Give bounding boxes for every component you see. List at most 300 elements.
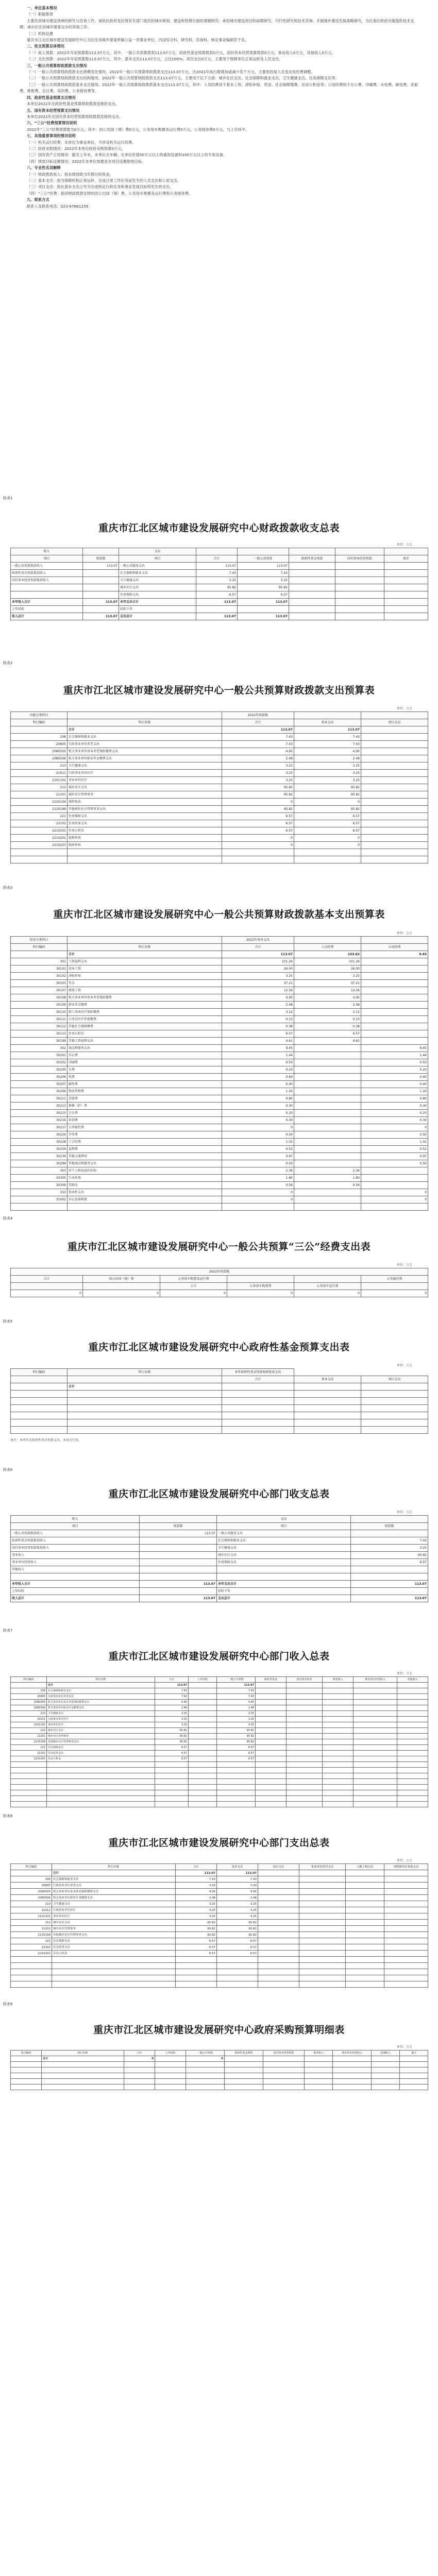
table-cell: 2.48 — [294, 1002, 361, 1009]
table-cell — [361, 1175, 428, 1182]
column-header: 合计 — [176, 1864, 217, 1870]
table-cell: 0 — [361, 1196, 428, 1204]
table-cell: 6.57 — [217, 1751, 256, 1756]
table-cell — [361, 813, 428, 820]
table-cell: 12.56 — [222, 987, 294, 994]
column-header: 其他收入 — [372, 2050, 400, 2056]
table-cell — [353, 1683, 397, 1688]
table-cell — [189, 1802, 217, 1807]
table-cell — [189, 1768, 217, 1773]
table-cell — [353, 1711, 397, 1717]
table-cell: 30199 — [11, 1038, 68, 1045]
table-cell — [189, 1688, 217, 1694]
column-header: 事业单位经营收入 — [333, 2050, 372, 2056]
column-header: 合计 — [155, 1677, 189, 1683]
table-cell — [217, 1790, 256, 1796]
table-cell — [299, 1944, 346, 1951]
table-cell — [155, 2067, 186, 2073]
table-cell: 9.45 — [361, 1045, 428, 1052]
table-row — [11, 1196, 428, 1204]
table-cell — [397, 1722, 428, 1728]
table-cell — [361, 820, 428, 827]
table-cell: 1.20 — [222, 1088, 294, 1095]
table-cell — [384, 599, 428, 606]
table-cell: 6.57 — [155, 1751, 189, 1756]
table-cell: 2120199 — [11, 806, 68, 813]
table-row — [11, 1779, 428, 1785]
table9-label: 附表9 — [3, 2002, 13, 2006]
table-cell — [287, 1779, 323, 1785]
table-cell — [397, 1711, 428, 1717]
table-cell — [11, 1790, 47, 1796]
column-header: 公务用车购置及运行费 — [160, 1276, 227, 1283]
table-cell — [361, 827, 428, 835]
table-cell — [361, 777, 428, 784]
table-cell — [155, 1796, 189, 1802]
table-cell — [11, 2079, 42, 2084]
table-cell — [124, 2084, 155, 2090]
table-cell: 0.40 — [222, 1081, 294, 1088]
paragraph: 本单位2022年无国有资本经营预算财政拨款安排的支出。 — [27, 114, 123, 119]
table-cell — [287, 1700, 323, 1705]
table-cell — [256, 1779, 287, 1785]
table-cell: 2080506 — [11, 1705, 47, 1711]
table-cell: 6.57 — [222, 813, 294, 820]
table-cell — [258, 1981, 299, 1988]
table-cell — [52, 1969, 176, 1975]
table-cell — [305, 2073, 333, 2079]
table-cell — [155, 1768, 189, 1773]
table-cell: 12.56 — [294, 987, 361, 994]
table-cell: 电费 — [68, 1074, 222, 1081]
table-cell — [155, 1802, 189, 1807]
table-cell: 住房公积金 — [47, 1756, 155, 1762]
table-cell — [11, 726, 68, 734]
table-cell: 6.57 — [294, 820, 361, 827]
table-cell — [263, 2062, 305, 2067]
column-header — [140, 1516, 217, 1523]
table-cell — [294, 1419, 361, 1427]
table-row — [11, 1802, 428, 1807]
table-cell — [258, 1895, 299, 1901]
table-row — [11, 1573, 428, 1581]
table-cell: 30215 — [11, 1110, 68, 1117]
table-cell — [323, 1705, 353, 1711]
table-cell — [361, 958, 428, 965]
table-cell — [361, 973, 428, 980]
table-cell: 6.57 — [217, 1951, 258, 1957]
table-cell — [353, 1796, 397, 1802]
table-cell: 3.25 — [217, 1722, 256, 1728]
table-cell — [225, 2067, 263, 2073]
table-cell: 住房保障支出 — [119, 591, 196, 599]
table-cell — [323, 1694, 353, 1700]
table-cell: 2080505 — [11, 1700, 47, 1705]
table-row — [11, 1002, 428, 1009]
table-cell: 住房公积金 — [52, 1951, 176, 1957]
table-row — [11, 784, 428, 791]
budget-explanation-text — [20, 5, 418, 492]
table-cell: 22102 — [11, 820, 68, 827]
table-row — [11, 1016, 428, 1023]
table-row — [11, 1066, 428, 1074]
table-cell: 0.80 — [361, 1095, 428, 1103]
table-cell — [186, 2067, 225, 2073]
table-cell: 113.07 — [222, 951, 294, 958]
basic-expense-table — [10, 936, 428, 1211]
table-cell: 95.82 — [294, 784, 361, 791]
table-cell — [287, 1768, 323, 1773]
table-cell — [361, 1383, 428, 1391]
table-cell — [258, 1938, 299, 1944]
table-row — [11, 1739, 428, 1745]
table-row — [11, 1052, 428, 1059]
table-cell — [384, 563, 428, 570]
column-header: 本年政府性基金预算财政拨款支出 — [222, 1369, 294, 1376]
table-cell — [256, 1745, 287, 1751]
table-cell — [294, 1045, 361, 1052]
table-cell: 1.02 — [222, 1139, 294, 1146]
table-cell — [323, 1773, 353, 1779]
table-cell — [305, 2062, 333, 2067]
table-cell: 0.30 — [361, 1103, 428, 1110]
table-cell — [294, 1117, 361, 1124]
table-cell — [186, 2062, 225, 2067]
table-cell: 30113 — [11, 1030, 68, 1038]
table-cell — [299, 1895, 346, 1901]
table-cell — [384, 1901, 428, 1907]
table-cell — [256, 1785, 287, 1790]
table-cell — [189, 1756, 217, 1762]
column-header: 政府性基金预算 — [289, 555, 335, 563]
table-cell — [384, 577, 428, 584]
table-cell: 7.43 — [222, 741, 294, 748]
table-cell — [287, 1790, 323, 1796]
table-cell — [384, 1926, 428, 1932]
table-cell: 事业单位医疗 — [52, 1913, 176, 1920]
table-cell: 9.45 — [361, 951, 428, 958]
table-cell: 卫生健康支出 — [119, 577, 196, 584]
table-cell: 购房补贴 — [68, 842, 222, 849]
table-cell — [353, 1779, 397, 1785]
table-cell: 生活补助 — [68, 1175, 222, 1182]
table-cell — [256, 1694, 287, 1700]
column-header: 科目编码 — [11, 1369, 68, 1376]
paragraph: （二）基本支出：指为保障机构正常运转、完成日常工作任务而发生的人员支出和公用支出。 — [27, 178, 181, 183]
table-cell: 2101102 — [11, 777, 68, 784]
table-cell: 0.50 — [361, 1059, 428, 1066]
table-cell: 2.48 — [294, 755, 361, 762]
table-cell — [42, 2062, 124, 2067]
table-cell — [397, 1745, 428, 1751]
table-cell — [186, 2079, 225, 2084]
column-header: 备注 — [384, 555, 428, 563]
table-cell: 0.60 — [222, 1074, 294, 1081]
table-cell: 其他收入 — [11, 1566, 140, 1573]
table-cell — [155, 1785, 189, 1790]
table-cell: 113.07 — [196, 613, 238, 620]
table-cell: 2101102 — [11, 1913, 52, 1920]
table-cell — [52, 1981, 176, 1988]
table-cell — [294, 1189, 361, 1196]
table-cell — [335, 584, 384, 591]
table-cell — [400, 2073, 428, 2079]
table-row — [11, 820, 428, 827]
table-cell — [346, 1883, 384, 1889]
table-cell — [287, 1722, 323, 1728]
table-cell: 3.25 — [217, 1913, 258, 1920]
table-cell: 差旅费 — [68, 1095, 222, 1103]
table-row — [11, 2067, 428, 2073]
table-cell: 30108 — [11, 994, 68, 1002]
table-cell — [11, 856, 68, 863]
table-cell — [361, 755, 428, 762]
table-cell — [323, 1734, 353, 1739]
table-cell — [176, 1957, 217, 1963]
table-cell — [11, 2067, 42, 2073]
table-cell — [11, 1963, 52, 1969]
table-cell — [222, 856, 294, 863]
table-cell — [384, 1895, 428, 1901]
table-row — [11, 1419, 428, 1427]
table6-unit: 单位：万元 — [397, 1511, 413, 1514]
table-cell: 7.43 — [217, 1883, 258, 1889]
table-row — [11, 1566, 428, 1573]
table-cell: 7.43 — [217, 1688, 256, 1694]
column-header: 项目名称 — [42, 2050, 124, 2056]
table-cell: 0.13 — [222, 1016, 294, 1023]
general-budget-expense-table — [10, 711, 428, 863]
table-cell — [400, 2079, 428, 2084]
table-cell — [294, 1405, 361, 1412]
table-row — [11, 1926, 428, 1932]
column-header: 项目支出 — [258, 1864, 299, 1870]
table-row — [11, 1920, 428, 1926]
table-cell — [263, 2056, 305, 2062]
table-row — [11, 1907, 428, 1913]
table-row — [11, 1785, 428, 1790]
table-cell — [287, 1756, 323, 1762]
table-cell: 6.57 — [217, 1745, 256, 1751]
table-cell: 行政事业单位医疗 — [52, 1907, 176, 1913]
table-cell: 住房保障支出 — [68, 813, 222, 820]
paragraph: （二）政府采购情况：2022年本单位政府采购预算0万元。 — [27, 146, 126, 151]
table-row — [11, 777, 428, 784]
gov-fund-expense-table — [10, 1368, 428, 1434]
table-cell: 城管执法 — [68, 799, 222, 806]
table-cell: 2120199 — [11, 1932, 52, 1938]
table-cell: 0 — [222, 1189, 294, 1196]
table-cell: 7.43 — [176, 1876, 217, 1883]
table-cell — [294, 1110, 361, 1117]
table-cell — [294, 856, 361, 863]
table-cell — [11, 951, 68, 958]
table-cell — [176, 1963, 217, 1969]
table-cell — [294, 1124, 361, 1131]
table-cell — [323, 1802, 353, 1807]
table-cell: 2080505 — [11, 748, 68, 755]
table-cell — [299, 1951, 346, 1957]
table-cell: 30305 — [11, 1175, 68, 1182]
table-row — [11, 813, 428, 820]
table-cell: 30213 — [11, 1103, 68, 1110]
table-cell — [189, 1739, 217, 1745]
table-cell — [294, 1074, 361, 1081]
table-cell — [346, 1895, 384, 1901]
table-row — [11, 1559, 428, 1566]
table-cell: 7.43 — [176, 1883, 217, 1889]
table-cell: 0 — [294, 1290, 361, 1297]
table-cell — [384, 1913, 428, 1920]
table-cell — [256, 1751, 287, 1756]
table-cell: 208 — [11, 734, 68, 741]
table-cell: 机关事业单位基本养老保险缴费支出 — [52, 1889, 176, 1895]
table-cell: 0.52 — [222, 1146, 294, 1153]
table-cell — [294, 1081, 361, 1088]
column-header — [361, 937, 428, 944]
table-row — [11, 1045, 428, 1052]
table-cell — [353, 1790, 397, 1796]
column-header: 事业单位经营支出 — [299, 1864, 346, 1870]
table-header-row — [11, 1276, 428, 1283]
table-cell: 邮电费 — [68, 1081, 222, 1088]
table-cell — [384, 1932, 428, 1938]
table-cell: 事业单位经营收入 — [11, 1559, 140, 1566]
table7-label: 附表7 — [3, 1629, 13, 1633]
table-cell: 3.25 — [222, 777, 294, 784]
table-cell: 4.95 — [217, 1889, 258, 1895]
table-cell: 0.20 — [361, 1110, 428, 1117]
table-row — [11, 1694, 428, 1700]
table-cell: 30226 — [11, 1131, 68, 1139]
table-cell — [258, 1975, 299, 1981]
table-row — [11, 973, 428, 980]
table-cell: 6.57 — [222, 1030, 294, 1038]
column-header: 公务用车运行费 — [294, 1283, 361, 1290]
table-cell: 6.57 — [155, 1745, 189, 1751]
column-header: 一般公共预算 — [186, 2050, 225, 2056]
table-cell — [346, 1951, 384, 1957]
table-cell — [361, 835, 428, 842]
table-row — [11, 1023, 428, 1030]
table-cell — [361, 1023, 428, 1030]
table-cell: 0.20 — [222, 1066, 294, 1074]
table-cell — [225, 2079, 263, 2084]
column-header: 项目 — [11, 555, 83, 563]
table-cell — [294, 1427, 361, 1434]
column-header: 合计 — [124, 2050, 155, 2056]
table-row — [11, 1139, 428, 1146]
table-cell — [256, 1717, 287, 1722]
table-cell — [346, 1901, 384, 1907]
table-cell — [372, 2067, 400, 2073]
table3-unit: 单位：万元 — [397, 931, 413, 935]
table-cell: 其他工资福利支出 — [68, 1038, 222, 1045]
table-cell — [42, 2073, 124, 2079]
table-cell: 行政事业单位养老支出 — [68, 741, 222, 748]
table-row — [11, 1595, 428, 1602]
column-header: 备注 — [400, 2050, 428, 2056]
table-cell: 95.82 — [217, 1734, 256, 1739]
table-cell: 绩效工资 — [68, 987, 222, 994]
table-cell — [353, 1745, 397, 1751]
column-header: 因公出国（境）费 — [83, 1276, 160, 1283]
column-header: 其他收入 — [397, 1677, 428, 1683]
paragraph: （二）一般公共预算财政拨款支出结构情况。2022年一般公共预算财政拨款支出113.07万元，主要用于以下方面：城乡社区支出、社会保障和就业支出、卫生健康支出、住房保障支出等。 — [27, 76, 339, 81]
table-cell — [287, 1785, 323, 1790]
table-cell — [258, 1901, 299, 1907]
column-header: 收入 — [11, 548, 83, 555]
table-cell — [11, 2056, 42, 2062]
table-cell: 113.07 — [238, 613, 289, 620]
table-cell: 4.95 — [176, 1889, 217, 1895]
table-cell — [189, 1734, 217, 1739]
table-cell: 社会保障和就业支出 — [119, 570, 196, 577]
table-cell — [353, 1802, 397, 1807]
table-cell — [361, 1427, 428, 1434]
table-cell: 113.07 — [196, 563, 238, 570]
table-header-row — [11, 937, 428, 944]
paragraph: （三）一般公共预算财政拨款基本支出情况。2022年一般公共预算财政拨款基本支出113.07万元，其中：人员经费用于基本工资、津贴补贴、奖金、社会保障缴费、住房公积金等；公用经费用于办公费、印刷费、水电费、邮电费、差旅费、维修费、会议费、培训费、公务接待费等。 — [20, 82, 418, 94]
table-row — [11, 2079, 428, 2084]
table-cell — [397, 1785, 428, 1790]
table-cell: 30201 — [11, 1052, 68, 1059]
table-cell: 113.07 — [238, 599, 289, 606]
table3-title: 重庆市江北区城市建设发展研究中心一般公共预算财政拨款基本支出预算表 — [53, 909, 385, 920]
table-cell — [335, 599, 384, 606]
column-header: 基本支出 — [217, 1864, 258, 1870]
table-cell: 2120199 — [11, 1739, 47, 1745]
table-cell — [294, 1095, 361, 1103]
table-cell: 95.82 — [294, 806, 361, 813]
table-cell — [294, 1160, 361, 1167]
table-cell — [11, 1427, 68, 1434]
column-header: 政府性基金 — [256, 1677, 287, 1683]
table3-label: 附表3 — [3, 886, 13, 890]
table-cell: 30107 — [11, 987, 68, 994]
table-cell — [11, 1975, 52, 1981]
table-row — [11, 1545, 428, 1552]
column-header: 项目 — [119, 555, 196, 563]
table-cell — [225, 2062, 263, 2067]
table-cell: 卫生健康支出 — [47, 1711, 155, 1717]
table-cell: 结转下年 — [119, 606, 196, 613]
table-cell — [256, 1796, 287, 1802]
table-cell: 3.25 — [222, 762, 294, 770]
table-cell — [11, 1383, 68, 1391]
table-cell — [287, 1688, 323, 1694]
table-cell — [299, 1981, 346, 1988]
table-cell: 一般公共服务支出 — [217, 1530, 351, 1537]
table-cell: 26.00 — [222, 965, 294, 973]
table-cell: 0.97 — [361, 1153, 428, 1160]
table-header-row — [11, 1516, 428, 1523]
table-row — [11, 726, 428, 734]
table-cell — [299, 1907, 346, 1913]
table-cell — [287, 1745, 323, 1751]
table-cell: 机关事业单位基本养老保险缴费 — [68, 994, 222, 1002]
paragraph: 联系人及联系电话：023-67861259 — [27, 204, 89, 209]
table-cell: 合计 — [68, 951, 222, 958]
table5-unit: 单位：万元 — [397, 1364, 413, 1367]
table-cell — [217, 1779, 256, 1785]
table-cell — [299, 1963, 346, 1969]
table-cell: 3.25 — [217, 1901, 258, 1907]
table-cell: 113.07 — [83, 613, 119, 620]
table-cell — [299, 1876, 346, 1883]
table-row — [11, 1081, 428, 1088]
table-cell: 113.07 — [222, 726, 294, 734]
